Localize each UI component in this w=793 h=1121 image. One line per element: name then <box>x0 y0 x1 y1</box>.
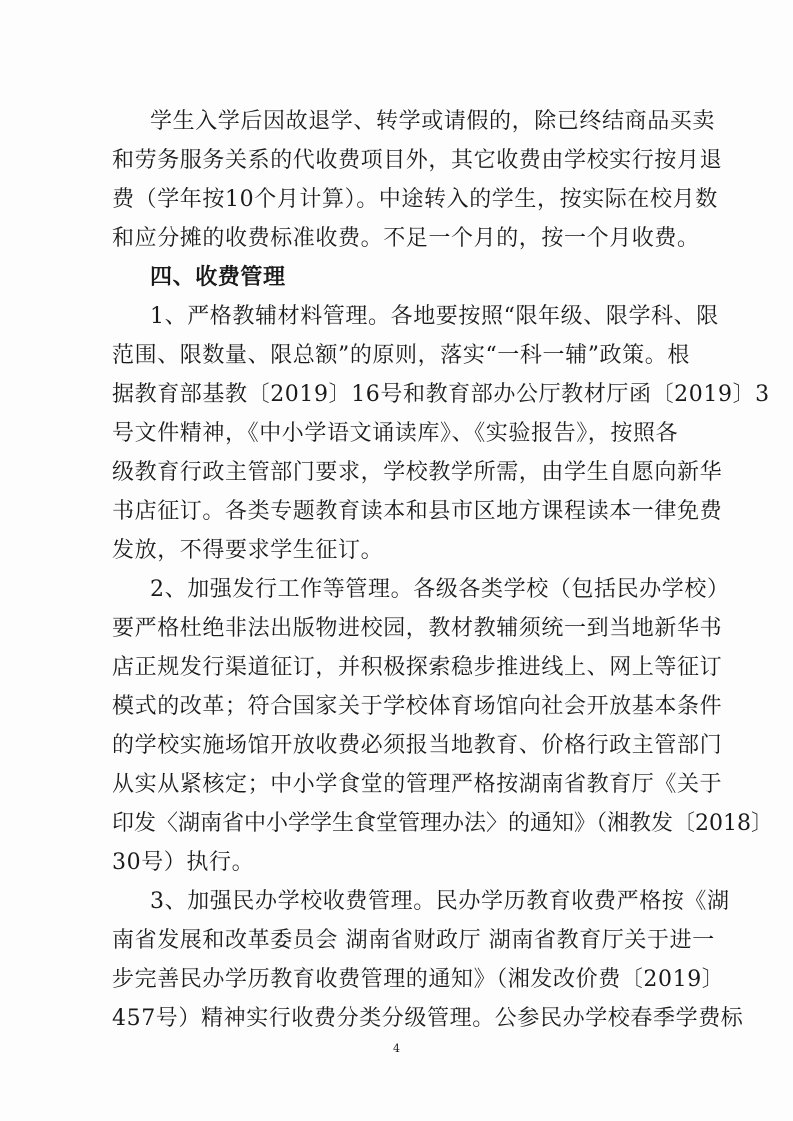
paragraph-line: 2、加强发行工作等管理。各级各类学校（包括民办学校） <box>150 577 730 602</box>
section-heading: 四、收费管理 <box>150 265 286 290</box>
paragraph-line: 南省发展和改革委员会 湖南省财政厅 湖南省教育厅关于进一 <box>112 928 715 953</box>
paragraph-line: 级教育行政主管部门要求，学校教学所需，由学生自愿向新华 <box>112 460 723 485</box>
paragraph-line: 费（学年按10个月计算）。中途转入的学生，按实际在校月数 <box>112 187 718 212</box>
paragraph-line: 范围、限数量、限总额”的原则，落实“一科一辅”政策。根 <box>112 343 690 368</box>
paragraph-line: 的学校实施场馆开放收费必须报当地教育、价格行政主管部门 <box>112 733 723 758</box>
paragraph-line: 1、严格教辅材料管理。各地要按照“限年级、限学科、限 <box>150 304 719 329</box>
paragraph-line: 发放，不得要求学生征订。 <box>112 538 384 563</box>
paragraph-line: 和应分摊的收费标准收费。不足一个月的，按一个月收费。 <box>112 226 700 251</box>
paragraph-line: 据教育部基教〔2019〕16号和教育部办公厅教材厅函〔2019〕3 <box>112 382 770 407</box>
page-number: 4 <box>393 1042 400 1055</box>
paragraph-line: 要严格杜绝非法出版物进校园，教材教辅须统一到当地新华书 <box>112 616 723 641</box>
paragraph-line: 步完善民办学历教育收费管理的通知》（湘发改价费〔2019〕 <box>112 967 725 992</box>
paragraph-line: 模式的改革；符合国家关于学校体育场馆向社会开放基本条件 <box>112 694 723 719</box>
paragraph-line: 和劳务服务关系的代收费项目外，其它收费由学校实行按月退 <box>112 148 723 173</box>
paragraph-line: 从实从紧核定；中小学食堂的管理严格按湖南省教育厅《关于 <box>112 772 723 797</box>
paragraph-line: 店正规发行渠道征订，并积极探索稳步推进线上、网上等征订 <box>112 655 723 680</box>
paragraph-line: 学生入学后因故退学、转学或请假的，除已终结商品买卖 <box>150 109 716 134</box>
paragraph-line: 457号）精神实行收费分类分级管理。公参民办学校春季学费标 <box>112 1006 744 1031</box>
paragraph-line: 30号）执行。 <box>112 850 255 875</box>
paragraph-line: 书店征订。各类专题教育读本和县市区地方课程读本一律免费 <box>112 499 723 524</box>
paragraph-line: 号文件精神，《中小学语文诵读库》、《实验报告》，按照各 <box>112 421 679 446</box>
paragraph-line: 3、加强民办学校收费管理。民办学历教育收费严格按《湖 <box>150 889 730 914</box>
paragraph-line: 印发〈湖南省中小学学生食堂管理办法〉的通知》（湘教发〔2018〕 <box>112 811 773 836</box>
